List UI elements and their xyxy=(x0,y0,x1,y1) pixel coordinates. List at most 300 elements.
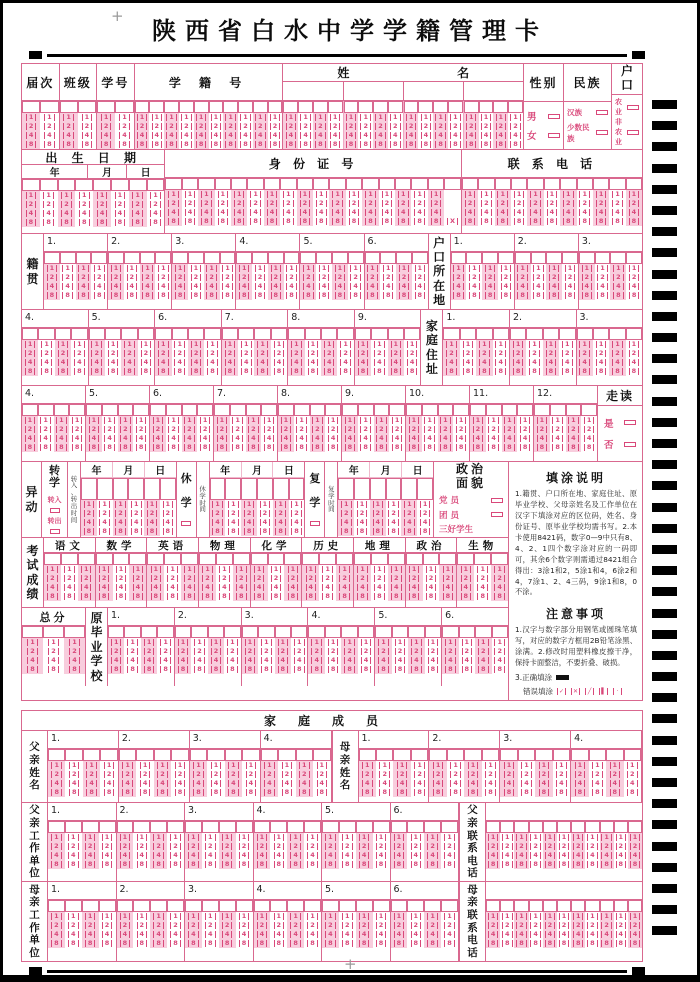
write-box[interactable] xyxy=(60,252,76,264)
bubble-2[interactable] xyxy=(164,122,179,131)
bubble-1[interactable] xyxy=(585,833,599,842)
write-box[interactable] xyxy=(199,553,216,565)
bubble-X[interactable] xyxy=(444,217,460,226)
bubble-1[interactable] xyxy=(560,190,576,199)
bubble-4[interactable] xyxy=(65,930,82,939)
bubble-8[interactable] xyxy=(204,291,220,300)
bubble-4[interactable] xyxy=(117,930,134,939)
bubble-4[interactable] xyxy=(493,131,508,140)
bubble-4[interactable] xyxy=(91,282,107,291)
bubble-2[interactable] xyxy=(296,770,313,779)
write-box[interactable] xyxy=(560,178,576,190)
bubble-4[interactable] xyxy=(316,282,332,291)
write-box[interactable] xyxy=(346,178,362,190)
bubble-1[interactable] xyxy=(328,113,343,122)
bubble-4[interactable] xyxy=(304,930,321,939)
bubble-4[interactable] xyxy=(22,656,43,665)
bubble-4[interactable] xyxy=(443,358,459,367)
write-box[interactable] xyxy=(254,900,271,912)
bubble-1[interactable] xyxy=(308,638,324,647)
bubble-4[interactable] xyxy=(117,851,134,860)
bubble-8[interactable] xyxy=(164,592,181,601)
bubble-8[interactable] xyxy=(216,592,233,601)
write-box[interactable] xyxy=(208,626,224,638)
write-box[interactable] xyxy=(329,178,345,190)
bubble-4[interactable] xyxy=(233,583,250,592)
write-box[interactable] xyxy=(424,821,441,833)
bubble-1[interactable] xyxy=(406,565,423,574)
bubble-1[interactable] xyxy=(479,113,494,122)
bubble-4[interactable] xyxy=(624,779,641,788)
bubble-2[interactable] xyxy=(502,425,518,434)
bubble-1[interactable] xyxy=(566,416,582,425)
write-box[interactable] xyxy=(593,178,609,190)
bubble-2[interactable] xyxy=(500,842,514,851)
write-box[interactable] xyxy=(149,101,164,113)
bubble-8[interactable] xyxy=(404,367,420,376)
bubble-1[interactable] xyxy=(550,416,566,425)
bubble-8[interactable] xyxy=(346,217,362,226)
write-box[interactable] xyxy=(544,178,560,190)
bubble-1[interactable] xyxy=(332,264,348,273)
bubble-8[interactable] xyxy=(453,443,469,452)
bubble-4[interactable] xyxy=(342,434,358,443)
bubble-1[interactable] xyxy=(202,833,219,842)
bubble-1[interactable] xyxy=(493,113,508,122)
bubble-8[interactable] xyxy=(354,527,370,536)
bubble-8[interactable] xyxy=(93,218,111,227)
bubble-8[interactable] xyxy=(288,367,304,376)
bubble-4[interactable] xyxy=(482,282,498,291)
write-box[interactable] xyxy=(441,821,458,833)
bubble-2[interactable] xyxy=(198,199,214,208)
bubble-2[interactable] xyxy=(22,425,38,434)
bubble-1[interactable] xyxy=(258,638,274,647)
write-box[interactable] xyxy=(514,900,528,912)
bubble-1[interactable] xyxy=(185,912,202,921)
bubble-8[interactable] xyxy=(441,860,458,869)
bubble-8[interactable] xyxy=(160,527,176,536)
write-box[interactable] xyxy=(332,252,348,264)
write-box[interactable] xyxy=(393,749,410,761)
bubble-1[interactable] xyxy=(517,416,533,425)
bubble-1[interactable] xyxy=(529,833,543,842)
bubble-8[interactable] xyxy=(283,140,298,149)
bubble-2[interactable] xyxy=(356,921,373,930)
bubble-8[interactable] xyxy=(406,443,422,452)
bubble-8[interactable] xyxy=(373,860,390,869)
bubble-4[interactable] xyxy=(147,583,164,592)
bubble-1[interactable] xyxy=(495,190,511,199)
bubble-8[interactable] xyxy=(164,140,179,149)
bubble-4[interactable] xyxy=(207,779,224,788)
bubble-4[interactable] xyxy=(425,656,441,665)
bubble-4[interactable] xyxy=(71,358,87,367)
bubble-2[interactable] xyxy=(332,273,348,282)
bubble-4[interactable] xyxy=(65,851,82,860)
bubble-1[interactable] xyxy=(388,565,405,574)
bubble-1[interactable] xyxy=(22,638,43,647)
bubble-8[interactable] xyxy=(476,367,492,376)
bubble-4[interactable] xyxy=(543,930,557,939)
bubble-4[interactable] xyxy=(442,656,458,665)
bubble-8[interactable] xyxy=(337,367,353,376)
bubble-2[interactable] xyxy=(284,574,301,583)
bubble-4[interactable] xyxy=(242,656,258,665)
write-box[interactable] xyxy=(518,749,535,761)
bubble-4[interactable] xyxy=(544,208,560,217)
bubble-2[interactable] xyxy=(392,647,408,656)
write-box[interactable] xyxy=(155,328,171,340)
bubble-1[interactable] xyxy=(166,416,182,425)
write-box[interactable] xyxy=(280,178,296,190)
bubble-2[interactable] xyxy=(271,349,287,358)
bubble-2[interactable] xyxy=(219,921,236,930)
bubble-2[interactable] xyxy=(609,199,625,208)
bubble-2[interactable] xyxy=(358,122,373,131)
bubble-1[interactable] xyxy=(231,190,247,199)
bubble-2[interactable] xyxy=(215,199,231,208)
bubble-2[interactable] xyxy=(197,425,213,434)
bubble-1[interactable] xyxy=(171,761,188,770)
write-box[interactable] xyxy=(348,252,364,264)
bubble-4[interactable] xyxy=(236,282,252,291)
bubble-2[interactable] xyxy=(129,200,147,209)
option-bubble[interactable] xyxy=(491,498,503,503)
bubble-4[interactable] xyxy=(270,930,287,939)
bubble-2[interactable] xyxy=(404,349,420,358)
write-box[interactable] xyxy=(404,328,420,340)
write-box[interactable] xyxy=(566,404,582,416)
bubble-1[interactable] xyxy=(135,113,150,122)
bubble-8[interactable] xyxy=(287,939,304,948)
bubble-4[interactable] xyxy=(313,208,329,217)
bubble-8[interactable] xyxy=(422,443,438,452)
bubble-4[interactable] xyxy=(517,434,533,443)
bubble-8[interactable] xyxy=(557,860,571,869)
bubble-4[interactable] xyxy=(236,851,253,860)
bubble-8[interactable] xyxy=(470,443,486,452)
bubble-8[interactable] xyxy=(478,217,494,226)
write-box[interactable] xyxy=(91,252,107,264)
bubble-1[interactable] xyxy=(428,190,444,199)
bubble-1[interactable] xyxy=(223,113,238,122)
bubble-4[interactable] xyxy=(254,930,271,939)
write-box[interactable] xyxy=(579,252,595,264)
bubble-4[interactable] xyxy=(115,131,133,140)
bubble-2[interactable] xyxy=(78,574,95,583)
bubble-8[interactable] xyxy=(287,860,304,869)
bubble-1[interactable] xyxy=(76,264,92,273)
bubble-1[interactable] xyxy=(442,638,458,647)
bubble-1[interactable] xyxy=(38,340,54,349)
bubble-8[interactable] xyxy=(121,367,137,376)
write-box[interactable] xyxy=(406,404,422,416)
write-box[interactable] xyxy=(391,821,408,833)
bubble-8[interactable] xyxy=(55,367,71,376)
bubble-1[interactable] xyxy=(624,761,641,770)
bubble-2[interactable] xyxy=(609,349,625,358)
write-box[interactable] xyxy=(316,252,332,264)
bubble-2[interactable] xyxy=(199,574,216,583)
bubble-4[interactable] xyxy=(453,434,469,443)
bubble-2[interactable] xyxy=(289,509,305,518)
write-box[interactable] xyxy=(396,252,412,264)
bubble-1[interactable] xyxy=(391,833,408,842)
bubble-8[interactable] xyxy=(113,592,130,601)
bubble-2[interactable] xyxy=(182,425,198,434)
bubble-1[interactable] xyxy=(246,416,262,425)
bubble-1[interactable] xyxy=(304,912,321,921)
bubble-2[interactable] xyxy=(121,349,137,358)
bubble-1[interactable] xyxy=(82,833,99,842)
write-box[interactable] xyxy=(172,252,188,264)
bubble-1[interactable] xyxy=(97,500,113,509)
bubble-1[interactable] xyxy=(236,912,253,921)
bubble-1[interactable] xyxy=(322,833,339,842)
bubble-4[interactable] xyxy=(356,930,373,939)
bubble-2[interactable] xyxy=(406,574,423,583)
bubble-8[interactable] xyxy=(600,939,614,948)
bubble-1[interactable] xyxy=(160,500,176,509)
bubble-4[interactable] xyxy=(305,358,321,367)
bubble-8[interactable] xyxy=(185,939,202,948)
write-box[interactable] xyxy=(486,404,502,416)
bubble-2[interactable] xyxy=(337,349,353,358)
bubble-2[interactable] xyxy=(147,200,165,209)
bubble-1[interactable] xyxy=(194,113,209,122)
bubble-2[interactable] xyxy=(550,425,566,434)
bubble-8[interactable] xyxy=(124,291,140,300)
bubble-2[interactable] xyxy=(624,770,641,779)
bubble-4[interactable] xyxy=(439,583,456,592)
write-box[interactable] xyxy=(22,179,40,191)
bubble-2[interactable] xyxy=(275,647,291,656)
bubble-2[interactable] xyxy=(40,122,58,131)
bubble-2[interactable] xyxy=(185,842,202,851)
bubble-1[interactable] xyxy=(22,113,40,122)
bubble-1[interactable] xyxy=(482,761,499,770)
bubble-1[interactable] xyxy=(336,565,353,574)
write-box[interactable] xyxy=(202,821,219,833)
write-box[interactable] xyxy=(339,900,356,912)
bubble-1[interactable] xyxy=(210,500,226,509)
bubble-4[interactable] xyxy=(388,131,403,140)
bubble-4[interactable] xyxy=(199,583,216,592)
write-box[interactable] xyxy=(322,900,339,912)
bubble-1[interactable] xyxy=(322,912,339,921)
bubble-2[interactable] xyxy=(288,349,304,358)
bubble-8[interactable] xyxy=(401,527,417,536)
write-box[interactable] xyxy=(135,101,150,113)
bubble-2[interactable] xyxy=(102,425,118,434)
bubble-4[interactable] xyxy=(296,779,313,788)
bubble-4[interactable] xyxy=(138,358,154,367)
bubble-4[interactable] xyxy=(424,851,441,860)
write-box[interactable] xyxy=(197,404,213,416)
write-box[interactable] xyxy=(375,626,391,638)
bubble-4[interactable] xyxy=(55,358,71,367)
bubble-8[interactable] xyxy=(500,788,517,797)
bubble-2[interactable] xyxy=(354,509,370,518)
bubble-4[interactable] xyxy=(43,656,64,665)
bubble-1[interactable] xyxy=(58,191,76,200)
write-box[interactable] xyxy=(423,553,440,565)
bubble-2[interactable] xyxy=(614,921,628,930)
bubble-1[interactable] xyxy=(242,638,258,647)
bubble-1[interactable] xyxy=(557,833,571,842)
bubble-4[interactable] xyxy=(69,434,85,443)
bubble-8[interactable] xyxy=(628,860,642,869)
bubble-1[interactable] xyxy=(296,761,313,770)
write-box[interactable] xyxy=(198,178,214,190)
bubble-8[interactable] xyxy=(261,443,277,452)
bubble-1[interactable] xyxy=(462,190,478,199)
write-box[interactable] xyxy=(370,478,386,500)
write-box[interactable] xyxy=(261,404,277,416)
bubble-1[interactable] xyxy=(493,340,509,349)
write-box[interactable] xyxy=(22,328,38,340)
bubble-2[interactable] xyxy=(78,122,96,131)
bubble-4[interactable] xyxy=(219,851,236,860)
bubble-2[interactable] xyxy=(300,273,316,282)
write-box[interactable] xyxy=(71,328,87,340)
name-write-box[interactable] xyxy=(464,82,523,100)
write-box[interactable] xyxy=(40,179,58,191)
bubble-1[interactable] xyxy=(149,113,164,122)
bubble-1[interactable] xyxy=(407,833,424,842)
bubble-2[interactable] xyxy=(425,647,441,656)
bubble-1[interactable] xyxy=(172,264,188,273)
bubble-4[interactable] xyxy=(511,208,527,217)
bubble-4[interactable] xyxy=(135,131,150,140)
bubble-4[interactable] xyxy=(38,434,54,443)
bubble-4[interactable] xyxy=(261,434,277,443)
bubble-8[interactable] xyxy=(236,291,252,300)
write-box[interactable] xyxy=(354,478,370,500)
write-box[interactable] xyxy=(48,749,65,761)
bubble-2[interactable] xyxy=(220,273,236,282)
bubble-2[interactable] xyxy=(391,842,408,851)
write-box[interactable] xyxy=(534,404,550,416)
bubble-8[interactable] xyxy=(82,939,99,948)
bubble-4[interactable] xyxy=(264,208,280,217)
bubble-2[interactable] xyxy=(322,921,339,930)
write-box[interactable] xyxy=(408,626,424,638)
bubble-2[interactable] xyxy=(396,273,412,282)
bubble-2[interactable] xyxy=(108,273,124,282)
bubble-8[interactable] xyxy=(325,443,341,452)
bubble-2[interactable] xyxy=(302,574,319,583)
bubble-2[interactable] xyxy=(407,842,424,851)
write-box[interactable] xyxy=(562,252,578,264)
bubble-4[interactable] xyxy=(313,779,330,788)
bubble-2[interactable] xyxy=(375,647,391,656)
bubble-8[interactable] xyxy=(38,367,54,376)
bubble-2[interactable] xyxy=(133,921,150,930)
write-box[interactable] xyxy=(543,821,557,833)
write-box[interactable] xyxy=(429,749,446,761)
bubble-2[interactable] xyxy=(515,273,531,282)
bubble-8[interactable] xyxy=(391,860,408,869)
write-box[interactable] xyxy=(219,821,236,833)
bubble-8[interactable] xyxy=(529,939,543,948)
bubble-1[interactable] xyxy=(337,340,353,349)
bubble-8[interactable] xyxy=(225,788,242,797)
bubble-2[interactable] xyxy=(447,770,464,779)
bubble-4[interactable] xyxy=(438,434,454,443)
bubble-1[interactable] xyxy=(271,340,287,349)
bubble-4[interactable] xyxy=(328,131,343,140)
bubble-8[interactable] xyxy=(133,860,150,869)
bubble-2[interactable] xyxy=(242,770,259,779)
bubble-4[interactable] xyxy=(514,930,528,939)
write-box[interactable] xyxy=(22,626,43,638)
bubble-4[interactable] xyxy=(288,358,304,367)
bubble-2[interactable] xyxy=(202,842,219,851)
bubble-1[interactable] xyxy=(86,416,102,425)
bubble-1[interactable] xyxy=(486,912,500,921)
bubble-8[interactable] xyxy=(579,291,595,300)
bubble-2[interactable] xyxy=(61,574,78,583)
bubble-8[interactable] xyxy=(242,665,258,674)
bubble-8[interactable] xyxy=(609,367,625,376)
bubble-8[interactable] xyxy=(82,860,99,869)
bubble-1[interactable] xyxy=(188,264,204,273)
bubble-4[interactable] xyxy=(593,208,609,217)
bubble-1[interactable] xyxy=(222,340,238,349)
bubble-4[interactable] xyxy=(375,656,391,665)
bubble-8[interactable] xyxy=(482,788,499,797)
bubble-1[interactable] xyxy=(595,264,611,273)
write-box[interactable] xyxy=(344,101,359,113)
bubble-2[interactable] xyxy=(22,349,38,358)
bubble-4[interactable] xyxy=(54,434,70,443)
write-box[interactable] xyxy=(171,749,188,761)
bubble-2[interactable] xyxy=(207,770,224,779)
bubble-4[interactable] xyxy=(242,779,259,788)
write-box[interactable] xyxy=(447,749,464,761)
write-box[interactable] xyxy=(108,252,124,264)
write-box[interactable] xyxy=(273,478,289,500)
bubble-2[interactable] xyxy=(167,842,184,851)
write-box[interactable] xyxy=(376,749,393,761)
bubble-4[interactable] xyxy=(278,779,295,788)
write-box[interactable] xyxy=(238,101,253,113)
write-box[interactable] xyxy=(553,749,570,761)
bubble-2[interactable] xyxy=(543,842,557,851)
bubble-2[interactable] xyxy=(370,509,386,518)
bubble-8[interactable] xyxy=(296,788,313,797)
bubble-1[interactable] xyxy=(500,833,514,842)
bubble-8[interactable] xyxy=(341,665,357,674)
bubble-2[interactable] xyxy=(38,349,54,358)
bubble-4[interactable] xyxy=(486,851,500,860)
write-box[interactable] xyxy=(86,404,102,416)
bubble-4[interactable] xyxy=(358,131,373,140)
bubble-4[interactable] xyxy=(44,583,61,592)
bubble-4[interactable] xyxy=(475,656,491,665)
bubble-2[interactable] xyxy=(60,273,76,282)
write-box[interactable] xyxy=(338,478,354,500)
bubble-8[interactable] xyxy=(44,291,60,300)
bubble-4[interactable] xyxy=(482,779,499,788)
bubble-2[interactable] xyxy=(470,425,486,434)
bubble-8[interactable] xyxy=(515,291,531,300)
bubble-1[interactable] xyxy=(371,340,387,349)
bubble-4[interactable] xyxy=(82,930,99,939)
bubble-2[interactable] xyxy=(238,122,253,131)
